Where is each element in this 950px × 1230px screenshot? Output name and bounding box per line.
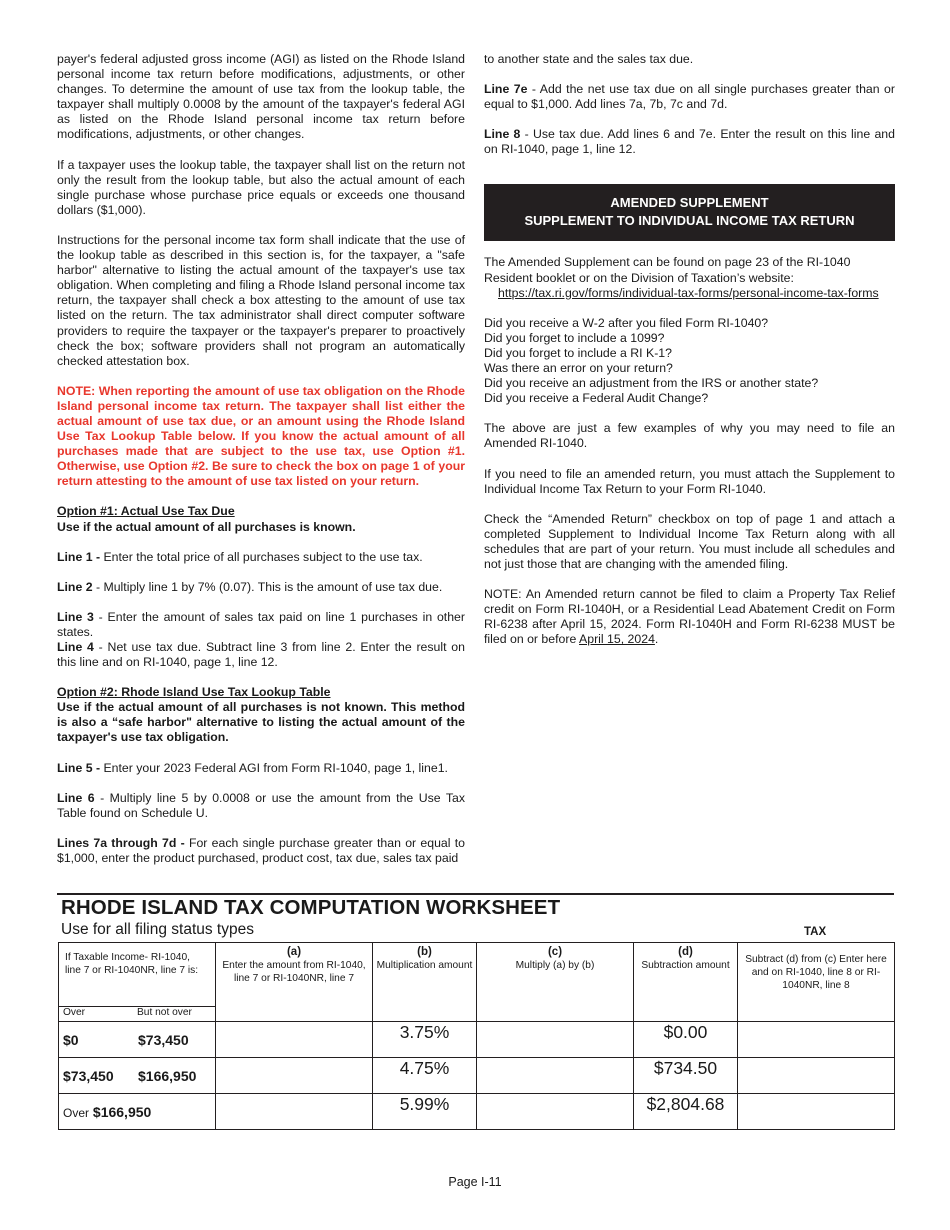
column-b-text: Multiplication amount (376, 960, 473, 971)
line7-text: For each single purchase greater than or equal to $1,000, enter the product purchased, product cost, tax due, sales tax paid (57, 835, 465, 865)
table-row (59, 1094, 895, 1130)
line8-instruction (484, 127, 895, 157)
question-audit: Did you receive a Federal Audit Change? (484, 391, 709, 406)
product-c-input[interactable] (477, 1058, 634, 1094)
column-b-letter: (b) (417, 946, 432, 958)
not-over-label: But not over (137, 1007, 192, 1018)
note-use-tax: NOTE: When reporting the amount of use tax obligation on the Rhode Island personal income tax return. The taxpayer shall list either the actual amount of use tax due, or an amount using the Rhode Island Use Tax Lookup Table below. If you know the actual amount of all purchases made that are subject to the use tax, use Option #1. Otherwise, use Option #2. Be sure to check the box on page 1 of your return attesting to the amount of use tax listed on your return. (57, 383, 465, 489)
line7e-label: Line 7e (484, 82, 528, 97)
taxation-website-link[interactable]: https://tax.ri.gov/forms/individual-tax-forms/personal-income-tax-forms (498, 285, 879, 300)
column-c-text: Multiply (a) by (b) (515, 960, 595, 971)
banner-title: AMENDED SUPPLEMENT (610, 195, 769, 211)
range-not-over: $166,950 (138, 1068, 197, 1084)
line6-instruction (57, 791, 465, 821)
line1-label: Line 1 - (57, 549, 101, 564)
income-range-cell (59, 1058, 216, 1094)
amount-a-input[interactable] (216, 1022, 373, 1058)
range-not-over: $73,450 (138, 1032, 189, 1048)
line7e-text: - Add the net use tax due on all single purchases greater than or equal to $1,000. Add lines 7a, 7b, 7c and 7d. (484, 82, 895, 112)
tax-column-label: TAX (804, 926, 827, 938)
range-over: $0 (63, 1032, 79, 1048)
line4-instruction (57, 640, 465, 670)
line8-text: - Use tax due. Add lines 6 and 7e. Enter the result on this line and on RI-1040, page 1, line 12. (484, 127, 895, 157)
tax-input[interactable] (738, 1022, 895, 1058)
multiplication-amount: 4.75% (373, 1058, 477, 1094)
amended-supplement-banner (484, 184, 895, 241)
paragraph-attach: If you need to file an amended return, you must attach the Supplement to Individual Income Tax Return to your Form RI-1040. (484, 466, 895, 496)
tax-input[interactable] (738, 1094, 895, 1130)
range-over-line (63, 1104, 151, 1120)
over-word: Over (63, 1106, 90, 1120)
column-tax-text: Subtract (d) from (c) Enter here and on RI-1040, line 8 or RI-1040NR, line 8 (745, 954, 887, 991)
over-label: Over (63, 1007, 86, 1018)
paragraph-continued: to another state and the sales tax due. (484, 52, 694, 66)
page-number: Page I-11 (448, 1175, 502, 1189)
option2-subtitle: Use if the actual amount of all purchases is not known. This method is also a “safe harbor" alternative to listing the actual amount of the taxpayer's use tax obligation. (57, 700, 465, 745)
line6-text: - Multiply line 5 by 0.0008 or use the amount from the Use Tax Table found on Schedule U. (57, 790, 465, 820)
amended-note-date: April 15, 2024 (579, 632, 655, 647)
table-row (59, 1058, 895, 1094)
column-a-header (216, 943, 373, 1022)
product-c-input[interactable] (477, 1022, 634, 1058)
income-range-cell (59, 1094, 216, 1130)
paragraph-lookup-table: If a taxpayer uses the lookup table, the taxpayer shall list on the return not only the result from the lookup table, but also the actual amount of each single purchase whose purchase price equals or exceeds one thousand dollars ($1,000). (57, 157, 465, 217)
line7-instruction (57, 836, 465, 866)
line2-label: Line 2 (57, 579, 93, 594)
range-over: $73,450 (63, 1068, 114, 1084)
income-range-label: If Taxable Income- RI-1040, line 7 or RI-1040NR, line 7 is: (65, 952, 199, 976)
column-d-header (634, 943, 738, 1022)
amount-a-input[interactable] (216, 1058, 373, 1094)
paragraph-checkbox: Check the “Amended Return” checkbox on top of page 1 and attach a completed Supplement to Individual Income Tax Return along with all schedules that are part of your return. You must include all schedules and not just those that are changing with the amended filing. (484, 511, 895, 571)
left-column (57, 52, 465, 866)
multiplication-amount: 3.75% (373, 1022, 477, 1058)
line5-instruction (57, 761, 465, 776)
column-d-letter: (d) (678, 946, 693, 958)
line1-instruction (57, 550, 465, 565)
line8-label: Line 8 (484, 127, 521, 142)
line6-label: Line 6 (57, 790, 95, 805)
line1-text: Enter the total price of all purchases subject to the use tax. (100, 549, 423, 564)
tax-input[interactable] (738, 1058, 895, 1094)
paragraph-examples: The above are just a few examples of why you may need to file an Amended RI-1040. (484, 421, 895, 451)
worksheet-title: RHODE ISLAND TAX COMPUTATION WORKSHEET (61, 896, 561, 919)
worksheet-divider (57, 893, 894, 895)
amount-a-input[interactable] (216, 1094, 373, 1130)
table-header-row (59, 943, 895, 1022)
paragraph-amended-location: The Amended Supplement can be found on page 23 of the RI-1040 Resident booklet or on the Division of Taxation’s website: (484, 255, 851, 285)
line5-label: Line 5 - (57, 760, 101, 775)
line4-text: - Net use tax due. Subtract line 3 from line 2. Enter the result on this line and on RI-1040, page 1, line 12. (57, 640, 465, 670)
option2-title: Option #2: Rhode Island Use Tax Lookup Table (57, 685, 331, 700)
paragraph-amended-note (484, 587, 895, 647)
line2-instruction (57, 580, 465, 595)
range-over: $166,950 (92, 1104, 152, 1120)
income-range-cell (59, 1022, 216, 1058)
column-tax-header (738, 943, 895, 1022)
subtraction-amount: $0.00 (634, 1022, 738, 1058)
subtraction-amount: $734.50 (634, 1058, 738, 1094)
line3-label: Line 3 (57, 609, 94, 624)
question-adjustment: Did you receive an adjustment from the IRS or another state? (484, 376, 819, 391)
line3-text: - Enter the amount of sales tax paid on line 1 purchases in other states. (57, 609, 465, 639)
column-c-header (477, 943, 634, 1022)
column-a-letter: (a) (286, 946, 302, 958)
question-1099: Did you forget to include a 1099? (484, 330, 665, 345)
column-b-header (373, 943, 477, 1022)
question-k1: Did you forget to include a RI K-1? (484, 345, 672, 360)
line3-instruction (57, 610, 465, 640)
column-c-letter: (c) (547, 946, 563, 958)
product-c-input[interactable] (477, 1094, 634, 1130)
amended-note-end: . (654, 632, 659, 647)
amended-note-text: NOTE: An Amended return cannot be filed to claim a Property Tax Relief credit on Form RI-1040H, or a Residential Lead Abatement Credit on Form RI-6238 after April 15, 2024. Form RI-1040H and Form RI-6238 MUST be filed on or before (484, 587, 895, 647)
table-row (59, 1022, 895, 1058)
paragraph-safe-harbor: Instructions for the personal income tax form shall indicate that the use of the lookup table as described in this section is, for the taxpayer, a "safe harbor" alternative to listing the actual amount of the taxpayer's use tax obligation. When completing and filing a Rhode Island personal income tax return, the taxpayer shall check a box attesting to the amount of use tax listed on the return. The tax administrator shall direct computer software providers to require the taxpayer or the taxpayer's preparer to proactively check the box; software providers shall not program an automatically checked attestation box. (57, 232, 465, 368)
line2-text: - Multiply line 1 by 7% (0.07). This is the amount of use tax due. (92, 579, 443, 594)
worksheet-subtitle: Use for all filing status types (61, 921, 254, 938)
multiplication-amount: 5.99% (373, 1094, 477, 1130)
right-column (484, 52, 895, 647)
line5-text: Enter your 2023 Federal AGI from Form RI-1040, page 1, line1. (100, 760, 448, 775)
option1-title: Option #1: Actual Use Tax Due (57, 504, 235, 519)
income-range-header (59, 943, 216, 1022)
line4-label: Line 4 (57, 640, 94, 654)
banner-subtitle: SUPPLEMENT TO INDIVIDUAL INCOME TAX RETURN (524, 213, 855, 229)
tax-computation-table (58, 942, 895, 1130)
subtraction-amount: $2,804.68 (634, 1094, 738, 1130)
line7-label: Lines 7a through 7d - (57, 835, 185, 850)
option1-subtitle: Use if the actual amount of all purchases is known. (57, 519, 356, 534)
question-w2: Did you receive a W-2 after you filed Form RI-1040? (484, 315, 769, 330)
line7e-instruction (484, 82, 895, 112)
column-d-text: Subtraction amount (641, 960, 730, 971)
paragraph-agi: payer's federal adjusted gross income (AGI) as listed on the Rhode Island personal income tax return before modifications, adjustments, or other changes. To determine the amount of use tax from the lookup table, the taxpayer shall multiply 0.0008 by the amount of the taxpayer's federal AGI as listed on the Rhode Island personal income tax return before modifications, adjustments, or other changes. (57, 52, 465, 142)
question-error: Was there an error on your return? (484, 361, 673, 376)
column-a-text: Enter the amount from RI-1040, line 7 or RI-1040NR, line 7 (222, 960, 366, 984)
